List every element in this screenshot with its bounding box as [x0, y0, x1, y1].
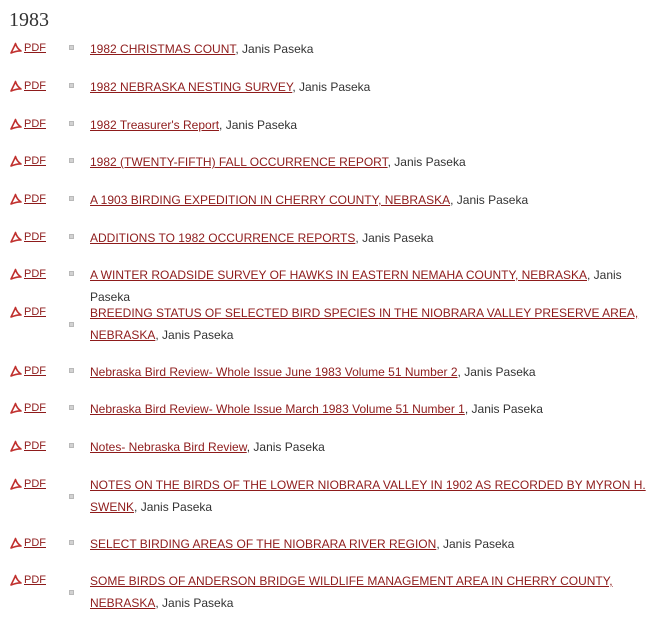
pdf-file-icon — [9, 193, 23, 206]
pdf-file-icon — [9, 118, 23, 131]
list-item — [0, 227, 671, 249]
pdf-download-link[interactable] — [9, 193, 46, 206]
paper-title-link[interactable]: SELECT BIRDING AREAS OF THE NIOBRARA RIVER REGION — [90, 537, 437, 551]
pdf-file-icon — [9, 402, 23, 415]
paper-title-link[interactable]: Nebraska Bird Review- Whole Issue March 1983 Volume 51 Number 1 — [90, 402, 465, 416]
pdf-label: PDF — [24, 306, 46, 318]
pdf-download-link[interactable] — [9, 574, 46, 587]
square-bullet-icon — [69, 271, 74, 276]
paper-entry: Notes- Nebraska Bird Review, Janis Paseka — [90, 440, 325, 454]
author-name: Janis Paseka — [253, 440, 325, 454]
square-bullet-icon — [69, 443, 74, 448]
author-name: Janis Paseka — [464, 365, 536, 379]
pdf-download-link[interactable] — [9, 80, 46, 93]
pdf-label: PDF — [24, 402, 46, 414]
square-bullet-icon — [69, 368, 74, 373]
paper-title-link[interactable]: 1982 (TWENTY-FIFTH) FALL OCCURRENCE REPORT — [90, 155, 388, 169]
author-name: Janis Paseka — [90, 268, 622, 304]
paper-entry: Nebraska Bird Review- Whole Issue March 1983 Volume 51 Number 1, Janis Paseka — [90, 402, 543, 416]
author-name: Janis Paseka — [162, 596, 234, 610]
author-name: Janis Paseka — [362, 231, 434, 245]
pdf-label: PDF — [24, 268, 46, 280]
list-item — [0, 436, 671, 458]
pdf-download-link[interactable] — [9, 306, 46, 319]
list-item — [0, 533, 671, 555]
list-item — [0, 38, 671, 60]
pdf-file-icon — [9, 231, 23, 244]
year-heading: 1983 — [9, 9, 49, 31]
pdf-file-icon — [9, 574, 23, 587]
paper-title-link[interactable]: 1982 NEBRASKA NESTING SURVEY — [90, 80, 293, 94]
list-item — [0, 474, 671, 518]
pdf-download-link[interactable] — [9, 402, 46, 415]
pdf-label: PDF — [24, 118, 46, 130]
pdf-download-link[interactable] — [9, 42, 46, 55]
square-bullet-icon — [69, 158, 74, 163]
paper-title-link[interactable]: 1982 Treasurer's Report — [90, 118, 220, 132]
pdf-download-link[interactable] — [9, 268, 46, 281]
square-bullet-icon — [69, 234, 74, 239]
paper-entry: 1982 CHRISTMAS COUNT, Janis Paseka — [90, 42, 314, 56]
list-item — [0, 302, 671, 346]
author-name: Janis Paseka — [162, 328, 234, 342]
author-name: Janis Paseka — [140, 500, 213, 514]
paper-entry: Nebraska Bird Review- Whole Issue June 1983 Volume 51 Number 2, Janis Paseka — [90, 365, 536, 379]
pdf-file-icon — [9, 268, 23, 281]
pdf-label: PDF — [24, 537, 46, 549]
pdf-label: PDF — [24, 440, 46, 452]
pdf-download-link[interactable] — [9, 155, 46, 168]
pdf-file-icon — [9, 155, 23, 168]
pdf-label: PDF — [24, 155, 46, 167]
author-name: Janis Paseka — [298, 80, 371, 94]
paper-title-link[interactable]: Nebraska Bird Review- Whole Issue June 1983 Volume 51 Number 2 — [90, 365, 458, 379]
paper-title-link[interactable]: NOTES ON THE BIRDS OF THE LOWER NIOBRARA VALLEY IN 1902 AS RECORDED BY MYRON H. SWENK — [90, 478, 646, 514]
pdf-label: PDF — [24, 365, 46, 377]
paper-entry: ADDITIONS TO 1982 OCCURRENCE REPORTS, Janis Paseka — [90, 231, 434, 245]
paper-entry: SELECT BIRDING AREAS OF THE NIOBRARA RIVER REGION, Janis Paseka — [90, 537, 515, 551]
pdf-file-icon — [9, 306, 23, 319]
pdf-file-icon — [9, 42, 23, 55]
paper-title-link[interactable]: BREEDING STATUS OF SELECTED BIRD SPECIES IN THE NIOBRARA VALLEY PRESERVE AREA, NEBRASKA — [90, 306, 639, 342]
pdf-label: PDF — [24, 478, 46, 490]
square-bullet-icon — [69, 540, 74, 545]
paper-title-link[interactable]: 1982 CHRISTMAS COUNT — [90, 42, 236, 56]
author-name: Janis Paseka — [456, 193, 529, 207]
square-bullet-icon — [69, 405, 74, 410]
square-bullet-icon — [69, 196, 74, 201]
pdf-label: PDF — [24, 231, 46, 243]
pdf-file-icon — [9, 80, 23, 93]
paper-title-link[interactable]: ADDITIONS TO 1982 OCCURRENCE REPORTS — [90, 231, 356, 245]
square-bullet-icon — [69, 590, 74, 595]
square-bullet-icon — [69, 494, 74, 499]
paper-title-link[interactable]: A 1903 BIRDING EXPEDITION IN CHERRY COUNTY, NEBRASKA — [90, 193, 451, 207]
pdf-download-link[interactable] — [9, 478, 46, 491]
square-bullet-icon — [69, 322, 74, 327]
author-name: Janis Paseka — [442, 537, 515, 551]
paper-entry: SOME BIRDS OF ANDERSON BRIDGE WILDLIFE MANAGEMENT AREA IN CHERRY COUNTY, NEBRASKA, Janis Paseka — [90, 574, 613, 610]
square-bullet-icon — [69, 121, 74, 126]
list-item — [0, 264, 671, 304]
paper-entry: 1982 NEBRASKA NESTING SURVEY, Janis Paseka — [90, 80, 371, 94]
paper-entry: 1982 Treasurer's Report, Janis Paseka — [90, 118, 298, 132]
list-item — [0, 114, 671, 136]
list-item — [0, 76, 671, 98]
pdf-label: PDF — [24, 193, 46, 205]
author-name: Janis Paseka — [242, 42, 314, 56]
list-item — [0, 570, 671, 614]
pdf-download-link[interactable] — [9, 537, 46, 550]
pdf-label: PDF — [24, 80, 46, 92]
pdf-file-icon — [9, 440, 23, 453]
author-name: Janis Paseka — [471, 402, 543, 416]
paper-entry: 1982 (TWENTY-FIFTH) FALL OCCURRENCE REPORT, Janis Paseka — [90, 155, 466, 169]
list-item — [0, 398, 671, 420]
paper-entry: NOTES ON THE BIRDS OF THE LOWER NIOBRARA VALLEY IN 1902 AS RECORDED BY MYRON H. SWENK, Janis Paseka — [90, 478, 646, 514]
pdf-download-link[interactable] — [9, 440, 46, 453]
paper-entry: A 1903 BIRDING EXPEDITION IN CHERRY COUNTY, NEBRASKA, Janis Paseka — [90, 193, 529, 207]
pdf-download-link[interactable] — [9, 118, 46, 131]
list-item — [0, 189, 671, 211]
pdf-label: PDF — [24, 42, 46, 54]
paper-entry: BREEDING STATUS OF SELECTED BIRD SPECIES IN THE NIOBRARA VALLEY PRESERVE AREA, NEBRASKA, Janis Paseka — [90, 306, 639, 342]
paper-title-link[interactable]: Notes- Nebraska Bird Review — [90, 440, 247, 454]
pdf-download-link[interactable] — [9, 231, 46, 244]
pdf-file-icon — [9, 537, 23, 550]
list-item — [0, 151, 671, 173]
square-bullet-icon — [69, 45, 74, 50]
pdf-download-link[interactable] — [9, 365, 46, 378]
paper-entry: A WINTER ROADSIDE SURVEY OF HAWKS IN EASTERN NEMAHA COUNTY, NEBRASKA, Janis Paseka — [90, 268, 622, 304]
author-name: Janis Paseka — [225, 118, 298, 132]
pdf-file-icon — [9, 365, 23, 378]
paper-title-link[interactable]: SOME BIRDS OF ANDERSON BRIDGE WILDLIFE MANAGEMENT AREA IN CHERRY COUNTY, NEBRASKA — [90, 574, 613, 610]
pdf-label: PDF — [24, 574, 46, 586]
pdf-file-icon — [9, 478, 23, 491]
list-item — [0, 361, 671, 383]
paper-title-link[interactable]: A WINTER ROADSIDE SURVEY OF HAWKS IN EASTERN NEMAHA COUNTY, NEBRASKA — [90, 268, 587, 282]
square-bullet-icon — [69, 83, 74, 88]
author-name: Janis Paseka — [394, 155, 466, 169]
